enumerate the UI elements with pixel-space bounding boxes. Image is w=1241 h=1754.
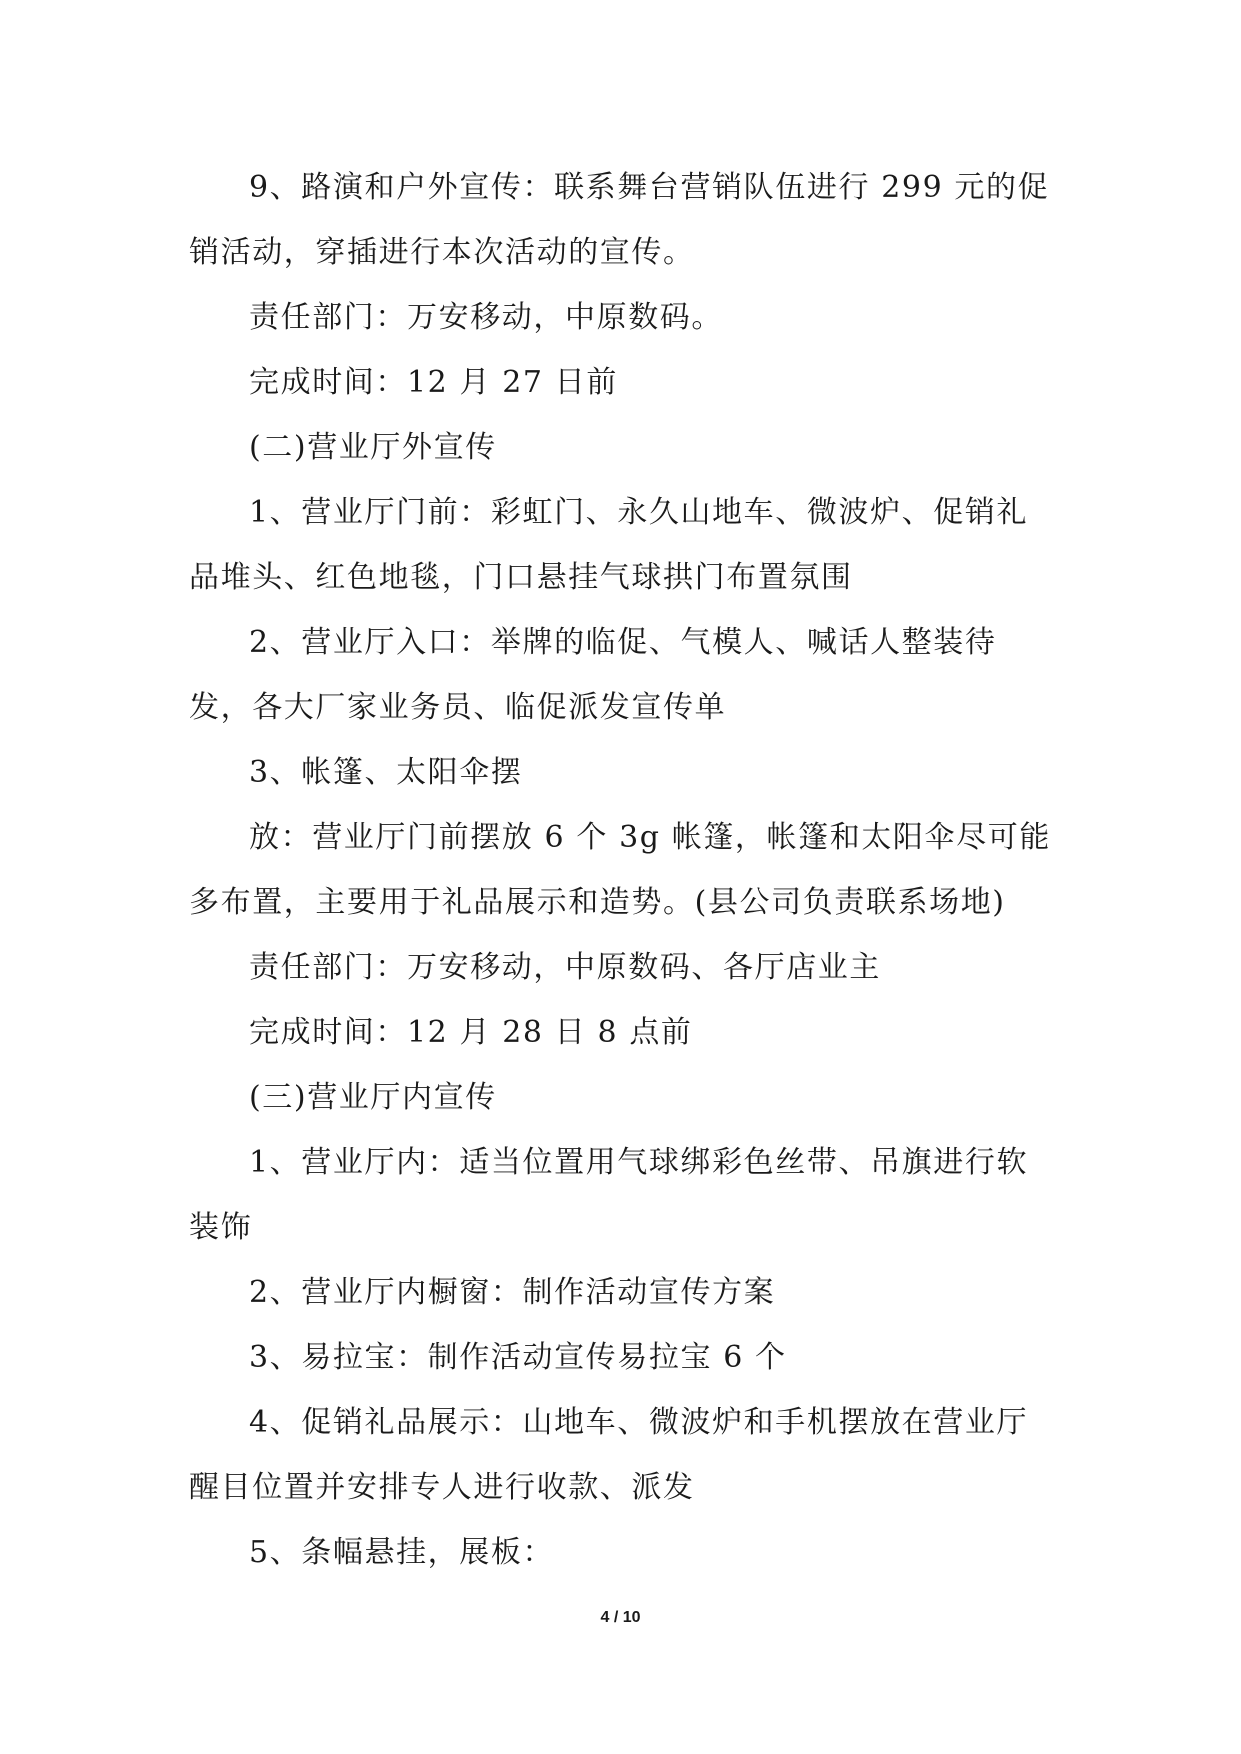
paragraph-rollup-banner: 3、易拉宝：制作活动宣传易拉宝 6 个 [249, 1340, 787, 1375]
paragraph-inside-decor: 1、营业厅内：适当位置用气球绑彩色丝带、吊旗进行软装饰 [189, 1145, 1029, 1245]
paragraph-deadline-2: 完成时间：12 月 28 日 8 点前 [249, 1015, 693, 1050]
paragraph-entrance: 2、营业厅入口：举牌的临促、气模人、喊话人整装待发，各大厂家业务员、临促派发宣传单 [189, 625, 997, 725]
paragraph-tents-detail: 放：营业厅门前摆放 6 个 3g 帐篷，帐篷和太阳伞尽可能多布置，主要用于礼品展示和造势。(县公司负责联系场地) [189, 820, 1051, 920]
paragraph-roadshow: 9、路演和户外宣传：联系舞台营销队伍进行 299 元的促销活动，穿插进行本次活动的宣传。 [189, 170, 1050, 270]
paragraph-banners: 5、条幅悬挂，展板： [249, 1535, 555, 1570]
paragraph-responsible-dept-1: 责任部门：万安移动，中原数码。 [249, 300, 723, 335]
section-heading-inside: (三)营业厅内宣传 [249, 1080, 497, 1115]
paragraph-gift-display: 4、促销礼品展示：山地车、微波炉和手机摆放在营业厅醒目位置并安排专人进行收款、派发 [189, 1405, 1029, 1505]
paragraph-responsible-dept-2: 责任部门：万安移动，中原数码、各厅店业主 [249, 950, 881, 985]
document-body [189, 155, 1055, 1585]
page-number: 4 / 10 [600, 1609, 641, 1626]
paragraph-tents-title: 3、帐篷、太阳伞摆 [249, 755, 523, 790]
section-heading-outside: (二)营业厅外宣传 [249, 430, 497, 465]
paragraph-window: 2、营业厅内橱窗：制作活动宣传方案 [249, 1275, 776, 1310]
paragraph-storefront: 1、营业厅门前：彩虹门、永久山地车、微波炉、促销礼品堆头、红色地毯，门口悬挂气球拱门布置氛围 [189, 495, 1029, 595]
paragraph-deadline-1: 完成时间：12 月 27 日前 [249, 365, 618, 400]
